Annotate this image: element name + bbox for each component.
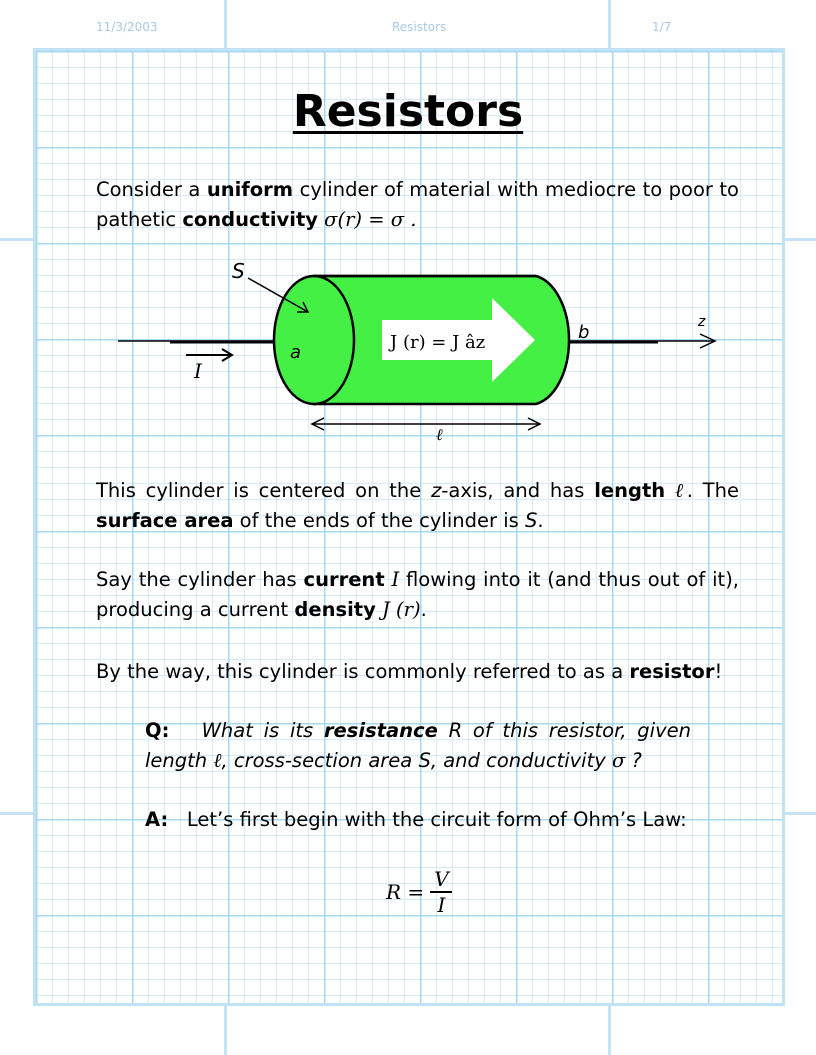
question-text-2: R of this resistor, given length <box>145 719 691 772</box>
intro-bold-conductivity: conductivity <box>182 208 318 231</box>
p3-I: I <box>384 568 400 591</box>
paragraph-resistor <box>96 657 739 687</box>
question-text-4: ? <box>625 749 642 772</box>
intro-text-2: cylinder of material with mediocre to poor to pathetic <box>96 178 739 231</box>
equation-denominator: I <box>437 892 446 917</box>
p2-S: S <box>525 509 538 532</box>
p2-text-3: . The <box>686 479 739 502</box>
cylinder-end-face <box>274 276 354 404</box>
p3-bold-density: density <box>294 598 376 621</box>
cylinder-figure <box>100 250 740 450</box>
answer-block <box>145 805 691 835</box>
question-text-1: What is its <box>201 719 324 742</box>
p3-text-3: . <box>420 598 427 621</box>
page-title: Resistors <box>292 86 524 137</box>
equation-numerator: V <box>434 867 449 892</box>
intro-equation: σ(r) = σ . <box>317 208 417 231</box>
question-sigma: σ <box>611 749 626 772</box>
label-S: S <box>232 259 245 283</box>
label-I: I <box>194 359 202 383</box>
answer-text: Let’s first begin with the circuit form of Ohm’s Law: <box>186 808 687 831</box>
p3-text-1: Say the cylinder has <box>96 568 304 591</box>
intro-paragraph <box>96 175 739 235</box>
p2-text-5: . <box>537 509 544 532</box>
p4-bold-resistor: resistor <box>629 660 715 683</box>
p2-ell: ℓ <box>665 479 687 502</box>
p3-text-2: flowing into it (and thus out of it), producing a current <box>96 568 740 621</box>
paragraph-cylinder-description <box>96 476 739 536</box>
p2-bold-surface-area: surface area <box>96 509 234 532</box>
intro-bold-uniform: uniform <box>206 178 294 201</box>
header-page: 1/7 <box>652 20 672 34</box>
label-b: b <box>578 322 590 343</box>
arrow-label: J (r) = J âz <box>390 332 486 353</box>
p4-text-1: By the way, this cylinder is commonly referred to as a <box>96 660 630 683</box>
question-block <box>145 716 691 776</box>
p2-text-4: of the ends of the cylinder is <box>233 509 525 532</box>
p4-text-2: ! <box>714 660 723 683</box>
ohms-law-equation <box>386 862 453 922</box>
p3-bold-current: current <box>303 568 385 591</box>
p2-bold-length: length <box>594 479 666 502</box>
question-bold-resistance: resistance <box>323 719 438 742</box>
answer-label: A: <box>145 808 169 831</box>
equation-fraction <box>430 867 452 917</box>
p3-J: J (r) <box>375 598 421 621</box>
p2-text-1: This cylinder is centered on the <box>96 479 432 502</box>
equation-lhs: R = <box>386 880 425 904</box>
label-length: ℓ <box>436 425 443 444</box>
header-topic: Resistors <box>392 20 447 34</box>
p2-text-2: -axis, and has <box>441 479 595 502</box>
label-a: a <box>290 342 302 363</box>
question-label: Q: <box>145 719 170 742</box>
label-z: z <box>698 314 706 330</box>
p2-z: z <box>431 479 442 502</box>
header-date: 11/3/2003 <box>96 20 158 34</box>
question-text-3: , cross-section area S, and conductivity <box>221 749 612 772</box>
paragraph-current <box>96 565 739 625</box>
question-ell: ℓ <box>213 749 222 772</box>
intro-text-1: Consider a <box>96 178 207 201</box>
